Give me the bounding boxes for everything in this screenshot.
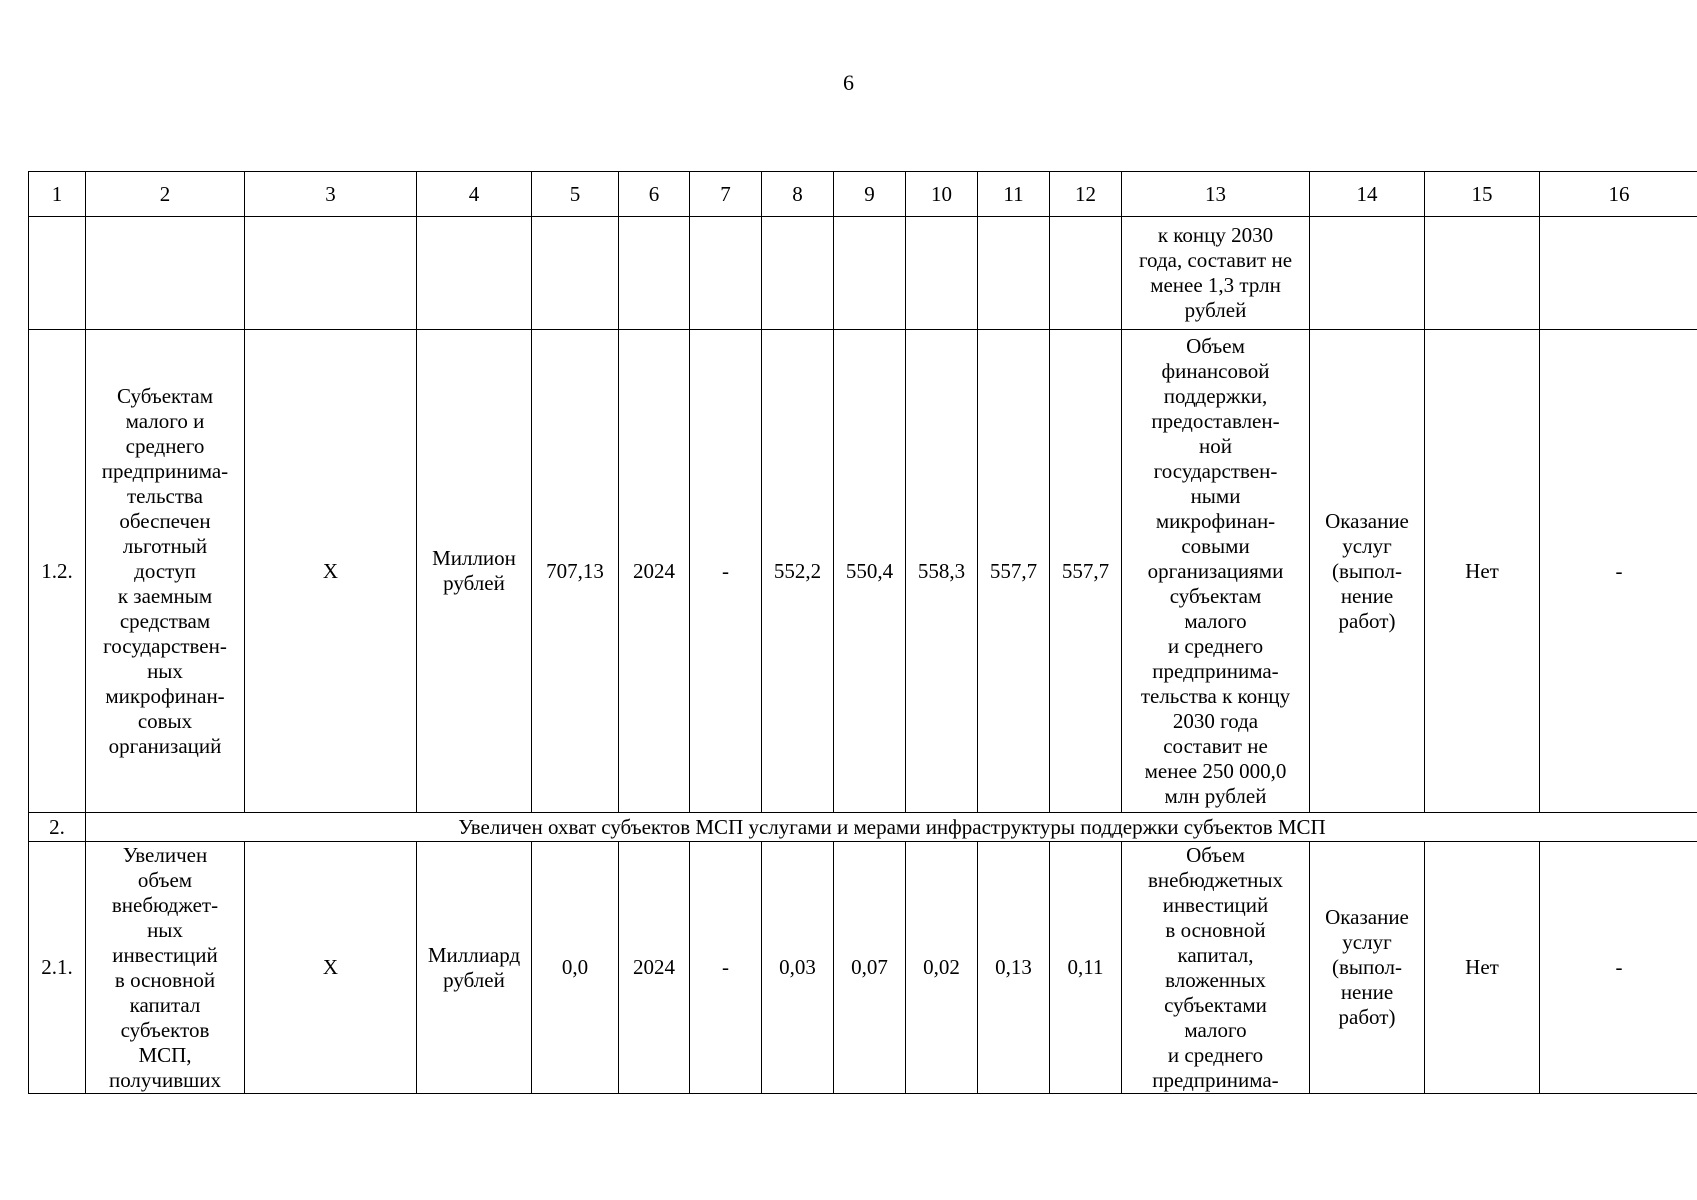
task-name [86, 330, 245, 813]
unit-of-measure [417, 330, 532, 813]
text-line: Оказание [1325, 905, 1409, 929]
cell-no: Нет [1425, 842, 1540, 1094]
text-line: совыми [1181, 533, 1250, 558]
text-line: капитал [129, 992, 201, 1017]
text-line: и среднего [1167, 633, 1264, 658]
text-line: рублей [1184, 298, 1247, 322]
text-line: тельства к концу [1140, 683, 1291, 708]
base-value: 0,0 [532, 842, 619, 1094]
col-header: 4 [417, 172, 532, 217]
text-line: в основной [1165, 917, 1266, 942]
text-line: ной [1199, 433, 1232, 458]
text-line: доступ [134, 558, 196, 583]
text-line: к концу 2030 [1157, 223, 1274, 247]
table-row-1-2 [29, 330, 1697, 813]
text-line: Оказание [1325, 508, 1409, 533]
value-col-9: 550,4 [834, 330, 906, 813]
text-line: инвестиций [112, 942, 218, 967]
text-line: среднего [125, 433, 205, 458]
cell-dash: - [1540, 842, 1697, 1094]
col-header: 13 [1122, 172, 1310, 217]
text-line: Объем [1186, 842, 1245, 867]
text-line: Миллион [432, 546, 516, 570]
cell-dash: - [690, 330, 762, 813]
indicators-table [28, 171, 1697, 1094]
text-line: вложенных [1165, 967, 1266, 992]
text-line: внебюджетных [1147, 867, 1284, 892]
text-line: обеспечен [119, 508, 211, 533]
text-line: млн рублей [1164, 783, 1267, 808]
value-col-8: 0,03 [762, 842, 834, 1094]
col-header: 9 [834, 172, 906, 217]
value-col-10: 0,02 [906, 842, 978, 1094]
text-line: Увеличен [122, 842, 208, 867]
section-row-2 [29, 813, 1697, 842]
text-line: средствам [119, 608, 211, 633]
section-title: Увеличен охват субъектов МСП услугами и мерами инфраструктуры поддержки субъектов МСП [86, 813, 1697, 842]
col-header: 2 [86, 172, 245, 217]
text-line: финансовой [1161, 358, 1270, 383]
text-line: работ) [1338, 1005, 1396, 1029]
text-line: внебюджет- [111, 892, 219, 917]
result-description [1122, 842, 1310, 1094]
col-header: 8 [762, 172, 834, 217]
base-year: 2024 [619, 330, 690, 813]
continued-row [29, 217, 1697, 330]
text-line: поддержки, [1163, 383, 1268, 408]
text-line: нение [1340, 583, 1394, 608]
base-value: 707,13 [532, 330, 619, 813]
text-line: малого [1184, 1017, 1247, 1042]
text-line: (выпол- [1332, 955, 1402, 979]
text-line: услуг [1342, 533, 1392, 558]
value-col-11: 557,7 [978, 330, 1050, 813]
cell-x: X [245, 330, 417, 813]
text-line: микрофинан- [105, 683, 225, 708]
column-number-row [29, 172, 1697, 217]
page-number: 6 [843, 70, 854, 95]
text-line: предпринима- [1152, 1067, 1279, 1092]
text-line: в основной [114, 967, 216, 992]
col-header: 3 [245, 172, 417, 217]
text-line: субъектов [120, 1017, 210, 1042]
text-line: (выпол- [1332, 558, 1402, 583]
task-name [86, 842, 245, 1094]
text-line: предпринима- [101, 458, 229, 483]
text-line: субъектами [1164, 992, 1267, 1017]
text-line: менее 1,3 трлн [1150, 273, 1281, 297]
text-line: к заемным [117, 583, 213, 608]
value-col-12: 0,11 [1050, 842, 1122, 1094]
continued-result-text [1122, 217, 1310, 330]
text-line: государствен- [103, 633, 227, 658]
text-line: работ) [1338, 608, 1396, 633]
text-line: нение [1340, 980, 1394, 1004]
base-year: 2024 [619, 842, 690, 1094]
row-number: 1.2. [29, 330, 86, 813]
text-line: совых [137, 708, 193, 733]
row-number: 2.1. [29, 842, 86, 1094]
result-type [1310, 330, 1425, 813]
text-line: услуг [1342, 930, 1392, 954]
col-header: 7 [690, 172, 762, 217]
col-header: 11 [978, 172, 1050, 217]
cell-x: X [245, 842, 417, 1094]
text-line: Миллиард [427, 942, 521, 967]
text-line: предоставлен- [1151, 408, 1280, 433]
text-line: получивших [108, 1067, 222, 1092]
col-header: 15 [1425, 172, 1540, 217]
text-line: ными [1190, 483, 1241, 508]
text-line: и среднего [1167, 1042, 1264, 1067]
value-col-11: 0,13 [978, 842, 1050, 1094]
text-line: микрофинан- [1155, 508, 1276, 533]
result-description [1122, 330, 1310, 813]
col-header: 14 [1310, 172, 1425, 217]
unit-of-measure [417, 842, 532, 1094]
text-line: малого [1184, 608, 1247, 633]
text-line: малого и [125, 408, 205, 433]
text-line: инвестиций [1162, 892, 1269, 917]
cell-dash: - [1540, 330, 1697, 813]
text-line: предпринима- [1152, 658, 1279, 683]
col-header: 1 [29, 172, 86, 217]
text-line: капитал, [1177, 942, 1254, 967]
col-header: 6 [619, 172, 690, 217]
value-col-9: 0,07 [834, 842, 906, 1094]
text-line: рублей [443, 967, 505, 992]
text-line: субъектам [1169, 583, 1262, 608]
result-type [1310, 842, 1425, 1094]
text-line: года, составит не [1138, 248, 1293, 272]
text-line: менее 250 000,0 [1144, 758, 1287, 783]
text-line: Субъектам [116, 383, 214, 408]
value-col-12: 557,7 [1050, 330, 1122, 813]
text-line: организаций [108, 733, 222, 758]
text-line: организациями [1147, 558, 1284, 583]
text-line: ных [147, 658, 183, 683]
text-line: тельства [126, 483, 203, 508]
text-line: рублей [443, 571, 505, 595]
text-line: Объем [1186, 333, 1245, 358]
text-line: объем [137, 867, 193, 892]
col-header: 16 [1540, 172, 1697, 217]
table-row-2-1 [29, 842, 1697, 1094]
value-col-8: 552,2 [762, 330, 834, 813]
cell-no: Нет [1425, 330, 1540, 813]
col-header: 12 [1050, 172, 1122, 217]
value-col-10: 558,3 [906, 330, 978, 813]
cell-dash: - [690, 842, 762, 1094]
text-line: 2030 года [1172, 708, 1259, 733]
col-header: 10 [906, 172, 978, 217]
section-number: 2. [29, 813, 86, 842]
text-line: льготный [122, 533, 208, 558]
text-line: ных [147, 917, 183, 942]
text-line: государствен- [1153, 458, 1278, 483]
text-line: МСП, [138, 1042, 192, 1067]
col-header: 5 [532, 172, 619, 217]
text-line: составит не [1163, 733, 1268, 758]
